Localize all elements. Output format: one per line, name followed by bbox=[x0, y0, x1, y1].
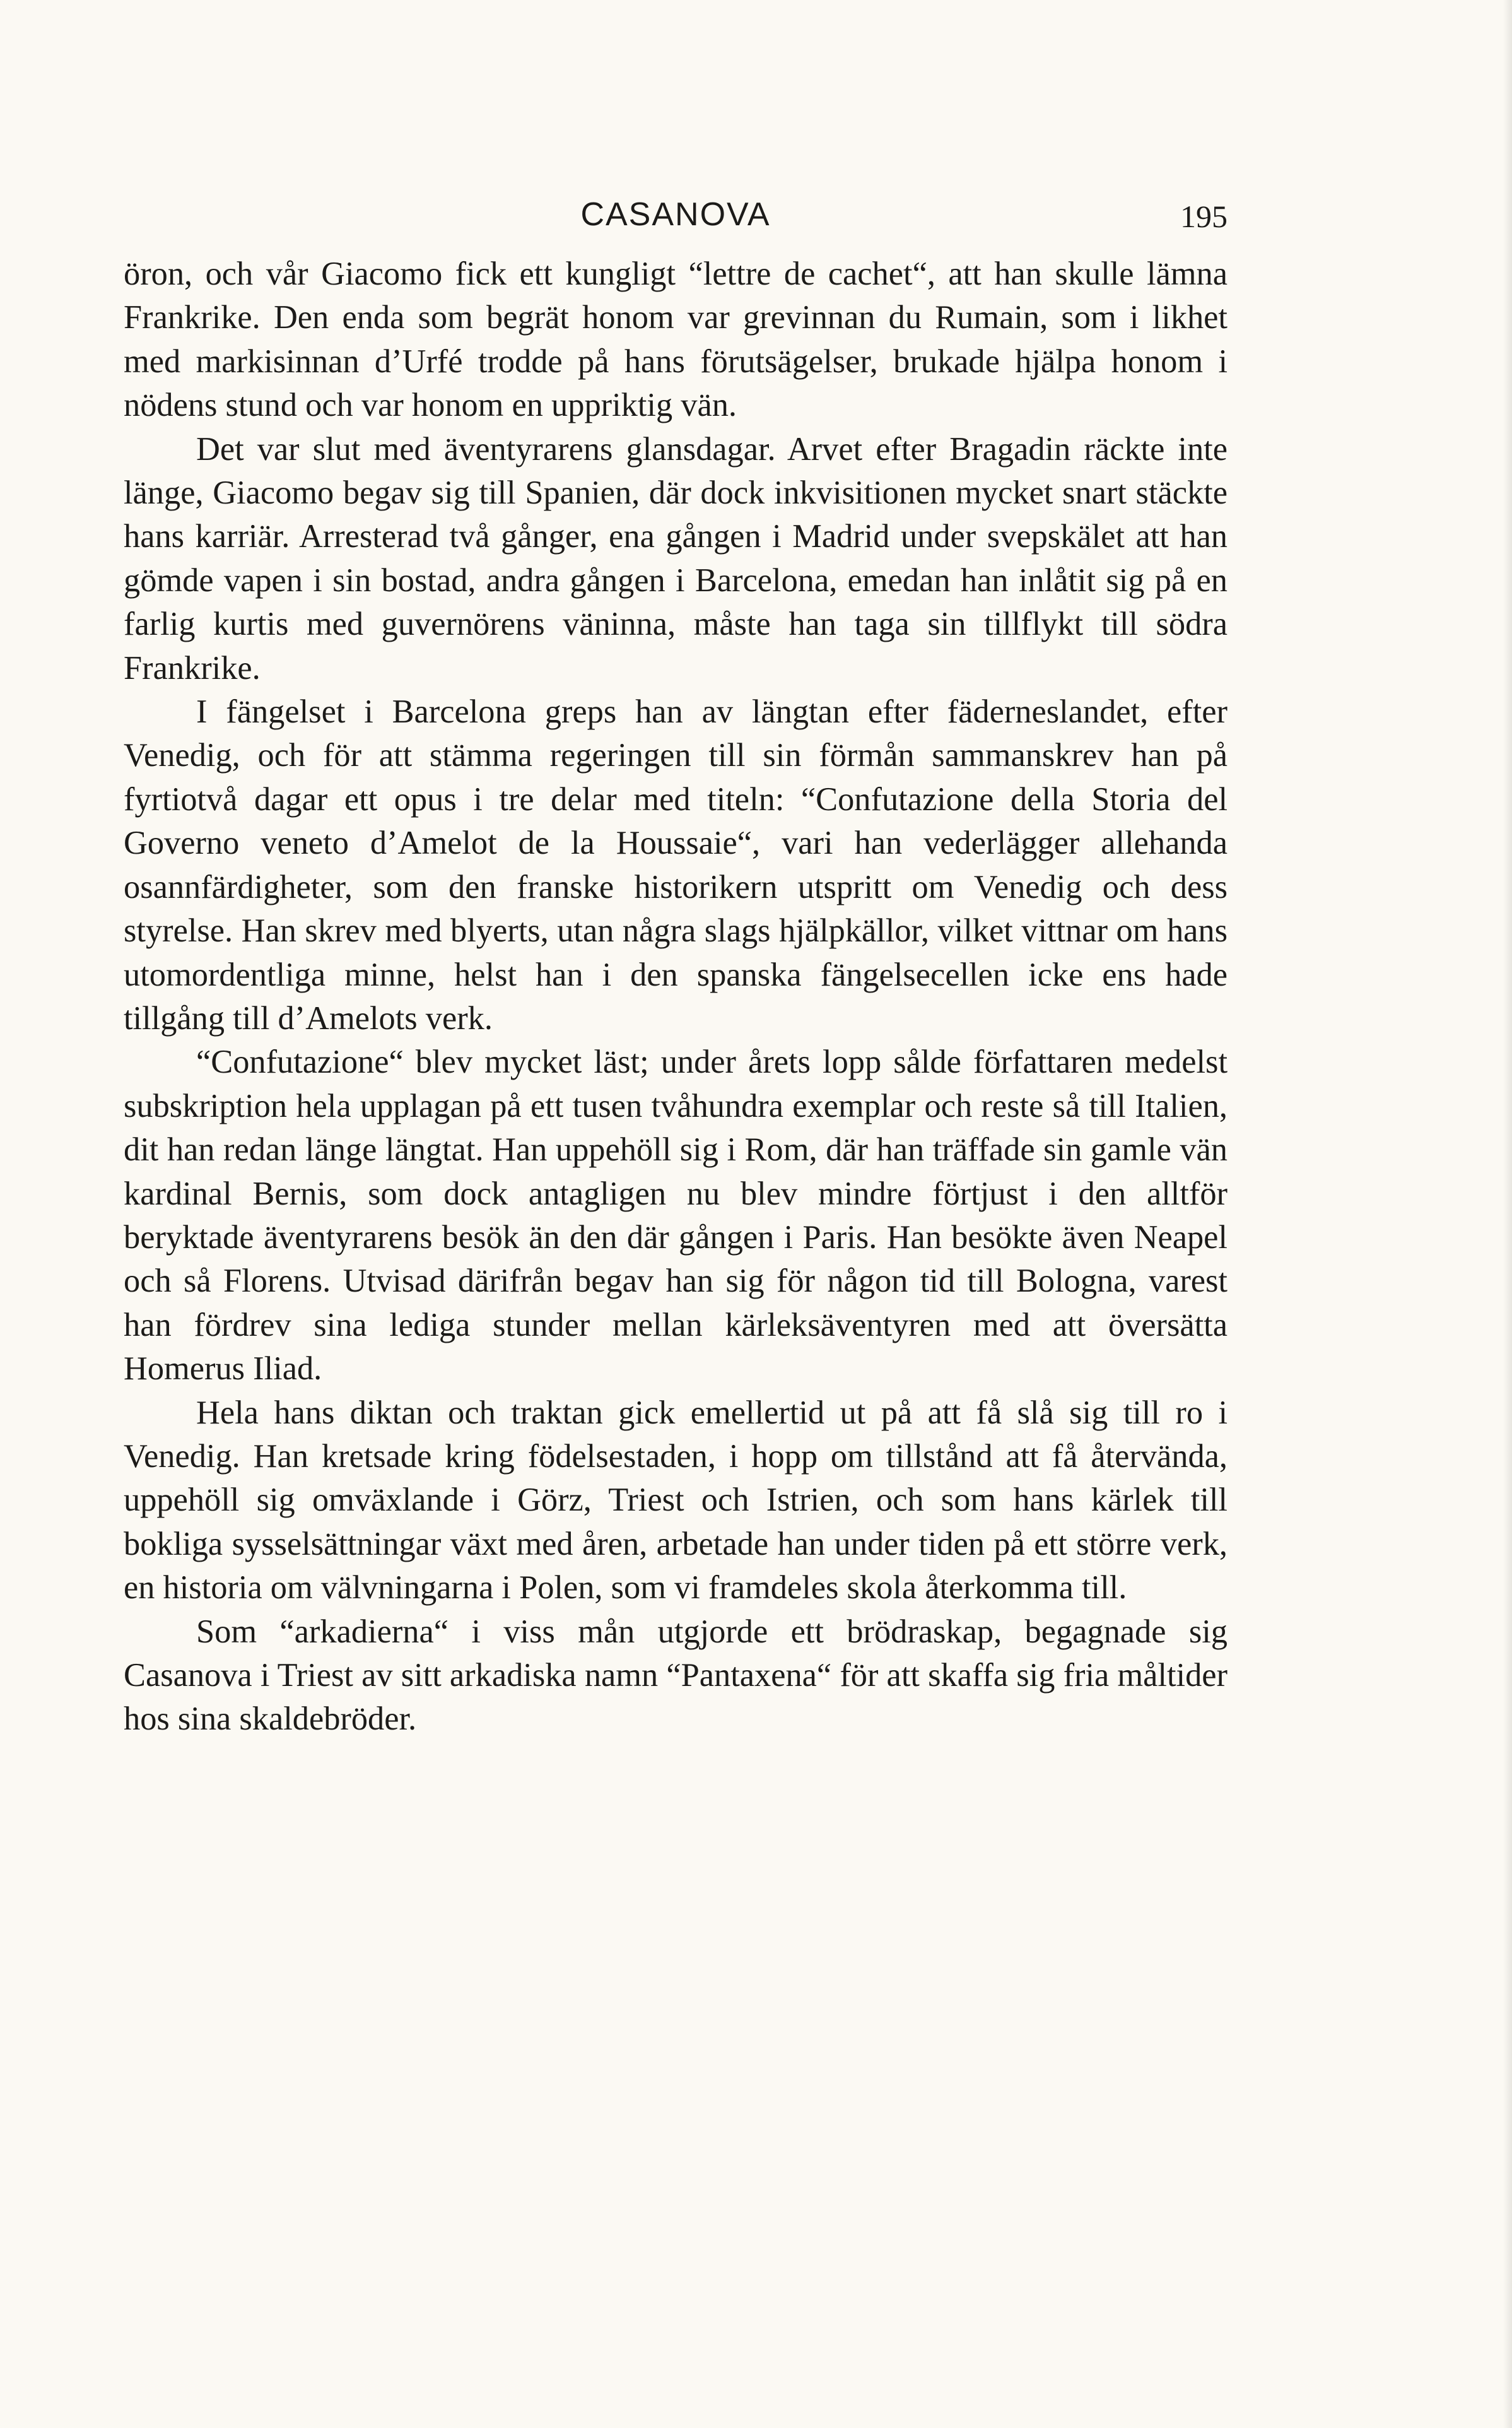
running-title: CASANOVA bbox=[580, 196, 771, 233]
page-edge-shadow bbox=[1503, 0, 1512, 2428]
paragraph-4: “Confutazione“ blev mycket läst; under årets lopp sålde författaren medelst subskription hela upplagan på ett tusen tvåhundra exemplar och reste så till Italien, dit han redan länge längtat. Han uppehöll sig i Rom, där han träffade sin gamle vän kardinal Bernis, som dock antagligen nu blev mindre förtjust i den alltför beryktade äventyrarens besök än den där gången i Paris. Han besökte även Neapel och så Florens. Utvisad därifrån begav han sig för någon tid till Bologna, varest han fördrev sina lediga stunder mellan kärleksäventyren med att översätta Homerus Iliad. bbox=[124, 1044, 1228, 1388]
paragraph-5: Hela hans diktan och traktan gick emellertid ut på att få slå sig till ro i Venedig. Han kretsade kring födelsestaden, i hopp om tillstånd att få återvända, uppehöll sig omväxlande i Görz, Triest och Istrien, och som hans kärlek till bokliga sysselsättningar växt med åren, arbetade han under tiden på ett större verk, en historia om välvningarna i Polen, som vi framdeles skola återkomma till. bbox=[124, 1394, 1228, 1606]
running-head bbox=[124, 196, 1228, 252]
page-number: 195 bbox=[1180, 199, 1228, 234]
paragraph-1: öron, och vår Giacomo fick ett kungligt “lettre de cachet“, att han skulle lämna Frankrike. Den enda som begrät honom var grevinnan du Rumain, som i likhet med markisinnan d’Urfé trodde på hans förutsägelser, brukade hjälpa honom i nödens stund och var honom en uppriktig vän. bbox=[124, 256, 1228, 424]
paragraph-6: Som “arkadierna“ i viss mån utgjorde ett brödraskap, begagnade sig Casanova i Triest av sitt arkadiska namn “Pantaxena“ för att skaffa sig fria måltider hos sina skaldebröder. bbox=[124, 1613, 1228, 1738]
paragraph-2: Det var slut med äventyrarens glansdagar. Arvet efter Bragadin räckte inte länge, Giacomo begav sig till Spanien, där dock inkvisitionen mycket snart stäckte hans karriär. Arresterad två gånger, ena gången i Madrid under svepskälet att han gömde vapen i sin bostad, andra gången i Barcelona, emedan han inlåtit sig på en farlig kurtis med guvernörens väninna, måste han taga sin tillflykt till södra Frankrike. bbox=[124, 430, 1228, 687]
paragraph-3: I fängelset i Barcelona greps han av längtan efter fäderneslandet, efter Venedig, och för att stämma regeringen till sin förmån sammanskrev han på fyrtiotvå dagar ett opus i tre delar med titeln: “Confutazione della Storia del Governo veneto d’Amelot de la Houssaie“, vari han vederlägger allehanda osannfärdigheter, som den franske historikern utspritt om Venedig och dess styrelse. Han skrev med blyerts, utan några slags hjälpkällor, vilket vittnar om hans utomordentliga minne, helst han i den spanska fängelsecellen icke ens hade tillgång till d’Amelots verk. bbox=[124, 693, 1228, 1037]
text-block bbox=[124, 196, 1228, 1741]
